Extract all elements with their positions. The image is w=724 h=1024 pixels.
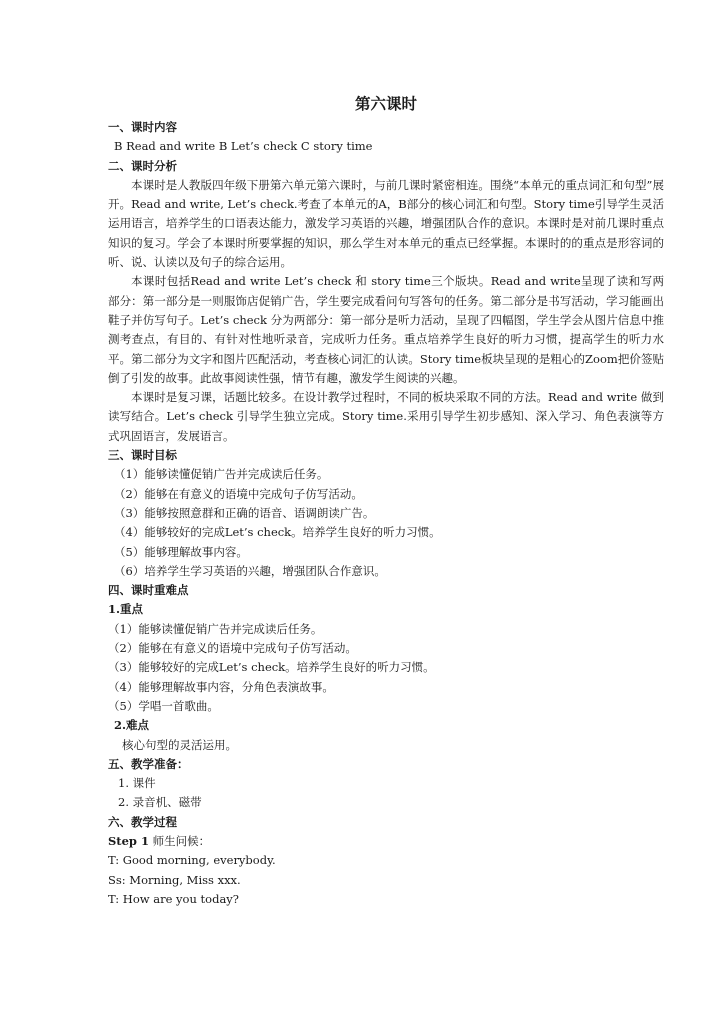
section-heading-objectives: 三、课时目标 (108, 448, 177, 463)
section-heading-process: 六、教学过程 (108, 814, 177, 829)
analysis-paragraph-2: 本课时包括Read and write Let’s check 和 story time三个版块。Read and write呈现了读和写两部分：第一部分是一则服饰店促销广告，学生要完成看问句写答句的任务。第二部分是书写活动，学习能画出鞋子并仿写句子。Let’s check 分为两部分：第一部分是听力活动，呈现了四幅图，学生学会从图片信息中推测考查点，有目的、有针对性地听录音，完成听力任务。重点培养学生良好的听力习惯，提高学生的听力水平。第二部分为文字和图片匹配活动，考查核心词汇的认读。Story time板块呈现的是粗心的Zoom把价签贴倒了引发的故事。此故事阅读性强，情节有趣，激发学生阅读的兴趣。 (108, 274, 664, 385)
section-heading-content: 一、课时内容 (108, 120, 177, 134)
objective-item: （4）能够较好的完成Let’s check。培养学生良好的听力习惯。 (114, 525, 441, 540)
difficulty-subheading: 2.难点 (114, 718, 150, 733)
objective-item: （3）能够按照意群和正确的语音、语调朗读广告。 (114, 505, 375, 520)
lesson-content: B Read and write B Let’s check C story time (114, 139, 373, 154)
analysis-paragraph-1: 本课时是人教版四年级下册第六单元第六课时，与前几课时紧密相连。围绕“本单元的重点词汇和句型”展开。Read and write, Let’s check.考查了本单元的A，B部分的核心词汇和句型。Story time引导学生灵活运用语言，培养学生的口语表达能力，激发学习英语的兴趣，增强团队合作的意识。本课时是对前几课时重点知识的复习。学会了本课时所要掌握的知识，那么学生对本单元的重点已经掌握。本课时的的重点是形容词的听、说、认读以及句子的综合运用。 (108, 177, 664, 270)
objective-item: （1）能够读懂促销广告并完成读后任务。 (114, 467, 329, 482)
dialogue-line: T: Good morning, everybody. (108, 853, 276, 868)
key-point-item: （4）能够理解故事内容，分角色表演故事。 (108, 679, 334, 694)
key-point-item: （2）能够在有意义的语境中完成句子仿写活动。 (108, 641, 357, 656)
key-point-item: （3）能够较好的完成Let’s check。培养学生良好的听力习惯。 (108, 660, 435, 675)
objective-item: （5）能够理解故事内容。 (114, 544, 248, 559)
preparation-item: 2. 录音机、磁带 (118, 795, 202, 810)
difficulty-text: 核心句型的灵活运用。 (122, 737, 237, 752)
step-text: 师生问候： (152, 833, 211, 848)
dialogue-line: T: How are you today? (108, 891, 239, 906)
section-heading-analysis: 二、课时分析 (108, 158, 177, 173)
page-title: 第六课时 (354, 94, 417, 113)
step-line (108, 832, 664, 851)
key-point-item: （5）学唱一首歌曲。 (108, 698, 219, 713)
dialogue-line: Ss: Morning, Miss xxx. (108, 872, 241, 887)
analysis-paragraph-3: 本课时是复习课，话题比较多。在设计教学过程时，不同的板块采取不同的方法。Read and write 做到读写结合。Let’s check 引导学生独立完成。Story time.采用引导学生初步感知、深入学习、角色表演等方式巩固语言，发展语言。 (108, 390, 664, 443)
objective-item: （2）能够在有意义的语境中完成句子仿写活动。 (114, 486, 363, 501)
key-point-item: （1）能够读懂促销广告并完成读后任务。 (108, 621, 323, 636)
key-points-subheading: 1.重点 (108, 602, 144, 617)
preparation-item: 1. 课件 (118, 776, 156, 791)
objective-item: （6）培养学生学习英语的兴趣，增强团队合作意识。 (114, 563, 386, 578)
step-label: Step 1 (108, 833, 149, 848)
section-heading-preparation: 五、教学准备： (108, 756, 189, 771)
section-heading-key-points: 四、课时重难点 (108, 583, 189, 598)
